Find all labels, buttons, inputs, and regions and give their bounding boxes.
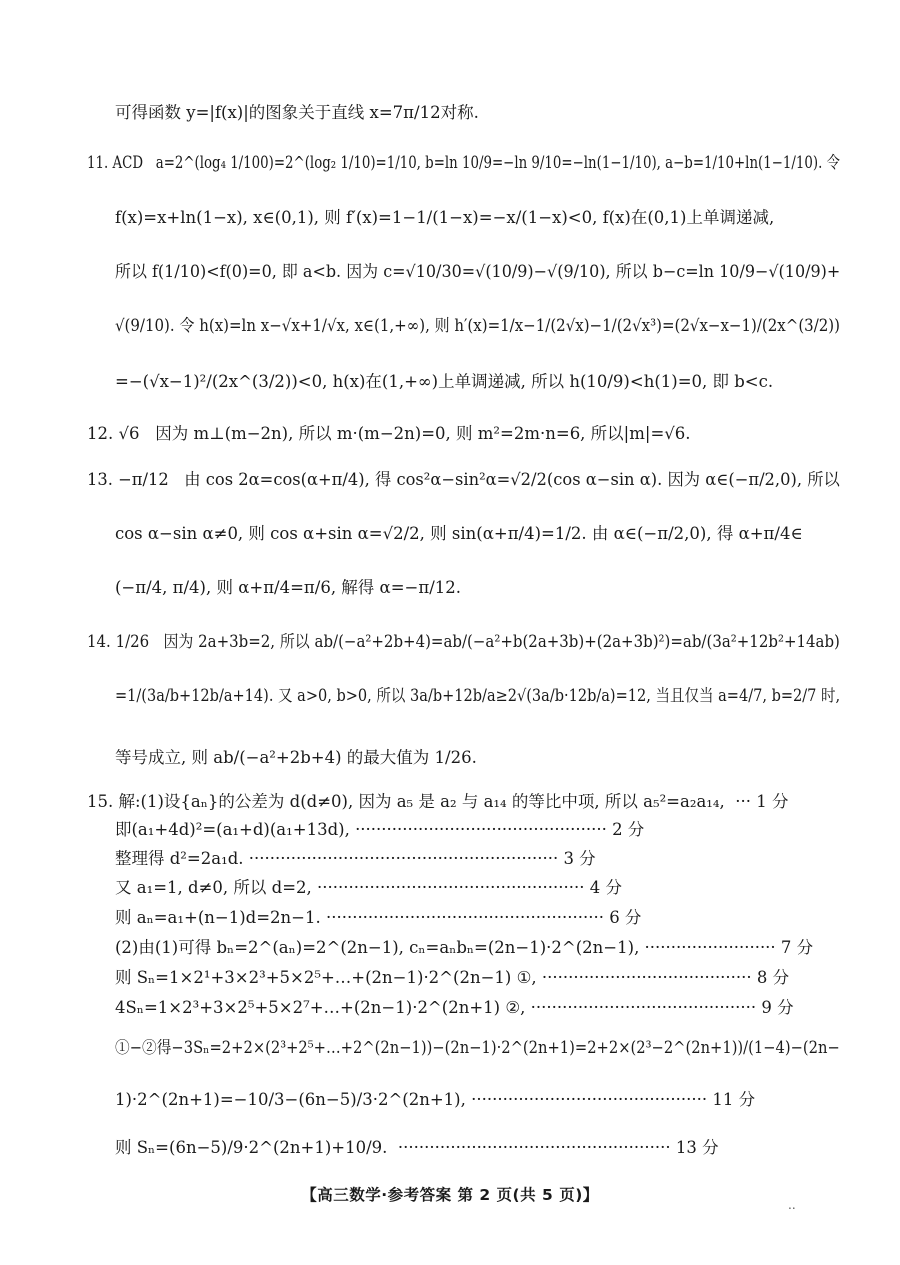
text-line-11: 14. 1/26 因为 2a+3b=2, 所以 ab/(−a²+2b+4)=ab/(−a²+b(2a+3b)+(2a+3b)²)=ab/(3a²+12b²+14ab) — [87, 632, 840, 651]
text-line-10: (−π/4, π/4), 则 α+π/4=π/6, 解得 α=−π/12. — [115, 578, 461, 597]
text-line-17: 又 a₁=1, d≠0, 所以 d=2, ··················································· 4 分 — [115, 878, 622, 897]
text-line-22: ①−②得−3Sₙ=2+2×(2³+2⁵+…+2^(2n−1))−(2n−1)·2^(2n+1)=2+2×(2³−2^(2n+1))/(1−4)−(2n− — [115, 1038, 840, 1057]
text-line-15: 即(a₁+4d)²=(a₁+d)(a₁+13d), ················································ 2 分 — [115, 820, 645, 839]
text-line-13: 等号成立, 则 ab/(−a²+2b+4) 的最大值为 1/26. — [115, 748, 477, 767]
text-line-3: f(x)=x+ln(1−x), x∈(0,1), 则 f′(x)=1−1/(1−x)=−x/(1−x)<0, f(x)在(0,1)上单调递减, — [115, 208, 775, 227]
page-footer: 【高三数学·参考答案 第 2 页(共 5 页)】 — [301, 1186, 599, 1204]
text-line-6: =−(√x−1)²/(2x^(3/2))<0, h(x)在(1,+∞)上单调递减, 所以 h(10/9)<h(1)=0, 即 b<c. — [115, 372, 774, 391]
text-line-2: 11. ACD a=2^(log₄ 1/100)=2^(log₂ 1/10)=1/10, b=ln 10/9=−ln 9/10=−ln(1−1/10), a−b=1/10+ln(1−1/10). 令 — [87, 153, 840, 172]
text-line-9: cos α−sin α≠0, 则 cos α+sin α=√2/2, 则 sin(α+π/4)=1/2. 由 α∈(−π/2,0), 得 α+π/4∈ — [115, 524, 803, 543]
text-line-19: (2)由(1)可得 bₙ=2^(aₙ)=2^(2n−1), cₙ=aₙbₙ=(2n−1)·2^(2n−1), ························· 7 分 — [115, 938, 814, 957]
text-line-24: 则 Sₙ=(6n−5)/9·2^(2n+1)+10/9. ···················································· 13 分 — [115, 1138, 719, 1157]
text-line-1: 可得函数 y=|f(x)|的图象关于直线 x=7π/12对称. — [115, 103, 479, 122]
text-line-5: √(9/10). 令 h(x)=ln x−√x+1/√x, x∈(1,+∞), 则 h′(x)=1/x−1/(2√x)−1/(2√x³)=(2√x−x−1)/(2x^(3/2)) — [115, 316, 840, 335]
text-line-8: 13. −π/12 由 cos 2α=cos(α+π/4), 得 cos²α−sin²α=√2/2(cos α−sin α). 因为 α∈(−π/2,0), 所以 — [87, 470, 840, 489]
text-line-23: 1)·2^(2n+1)=−10/3−(6n−5)/3·2^(2n+1), ············································· 11 分 — [115, 1090, 756, 1109]
text-line-7: 12. √6 因为 m⊥(m−2n), 所以 m·(m−2n)=0, 则 m²=2m·n=6, 所以|m|=√6. — [87, 424, 691, 443]
text-line-12: =1/(3a/b+12b/a+14). 又 a>0, b>0, 所以 3a/b+12b/a≥2√(3a/b·12b/a)=12, 当且仅当 a=4/7, b=2/7 时, — [115, 686, 841, 705]
corner-mark: .. — [788, 1198, 796, 1212]
text-line-18: 则 aₙ=a₁+(n−1)d=2n−1. ····················································· 6 分 — [115, 908, 642, 927]
text-line-4: 所以 f(1/10)<f(0)=0, 即 a<b. 因为 c=√10/30=√(10/9)−√(9/10), 所以 b−c=ln 10/9−√(10/9)+ — [115, 262, 841, 281]
text-line-20: 则 Sₙ=1×2¹+3×2³+5×2⁵+…+(2n−1)·2^(2n−1) ①, ········································ 8 分 — [115, 968, 790, 987]
text-line-14: 15. 解:(1)设{aₙ}的公差为 d(d≠0), 因为 a₅ 是 a₂ 与 a₁₄ 的等比中项, 所以 a₅²=a₂a₁₄, ··· 1 分 — [87, 792, 789, 811]
text-line-21: 4Sₙ=1×2³+3×2⁵+5×2⁷+…+(2n−1)·2^(2n+1) ②, ··········································· 9 分 — [115, 998, 794, 1017]
text-line-16: 整理得 d²=2a₁d. ··························································· 3 分 — [115, 849, 596, 868]
